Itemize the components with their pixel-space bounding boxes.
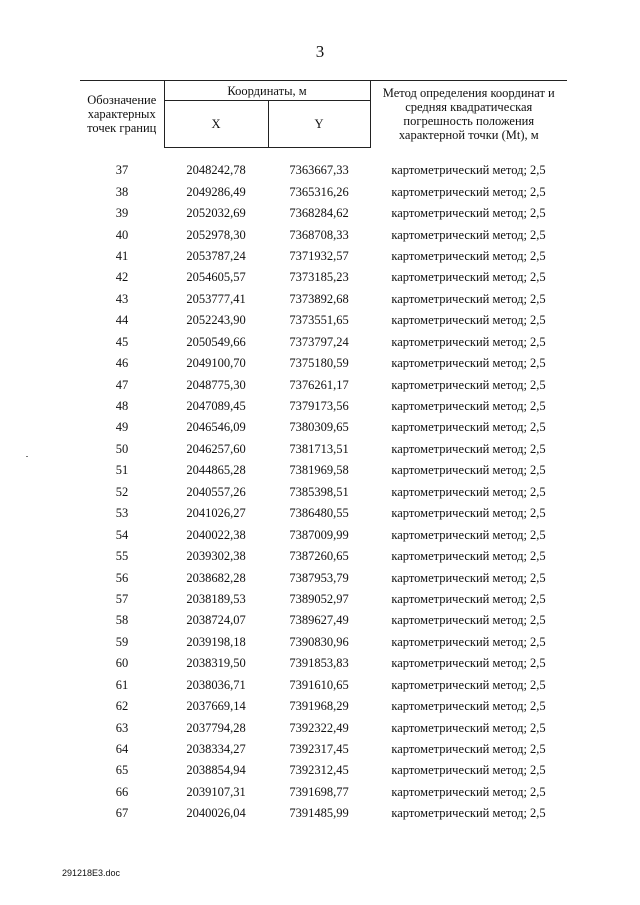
table-row: [80, 353, 567, 374]
table-row: [80, 760, 567, 781]
point-number: 56: [115, 570, 129, 585]
point-number: 52: [115, 484, 129, 499]
table-row: [80, 374, 567, 395]
point-number: 41: [115, 248, 129, 263]
coord-x: 2041026,27: [186, 506, 246, 521]
table-row: [80, 524, 567, 545]
table-row: [80, 267, 567, 288]
coord-y: 7373892,68: [289, 291, 349, 306]
coord-x: 2046257,60: [186, 441, 246, 456]
method-cell: картометрический метод; 2,5: [391, 248, 546, 263]
point-number: 43: [115, 291, 129, 306]
table-row: [80, 246, 567, 267]
coord-y: 7386480,55: [289, 506, 349, 521]
coord-y: 7391698,77: [289, 784, 349, 799]
point-number: 58: [115, 613, 129, 628]
coord-y: 7387953,79: [289, 570, 349, 585]
coord-y: 7389627,49: [289, 613, 349, 628]
coord-y: 7371932,57: [289, 248, 349, 263]
method-cell: картометрический метод; 2,5: [391, 549, 546, 564]
point-number: 54: [115, 527, 129, 542]
coord-x: 2044865,28: [186, 463, 246, 478]
coord-y: 7379173,56: [289, 399, 349, 414]
coord-x: 2038189,53: [186, 591, 246, 606]
coord-y: 7376261,17: [289, 377, 349, 392]
point-number: 45: [115, 334, 129, 349]
table-row: [80, 310, 567, 331]
point-number: 66: [115, 784, 129, 799]
point-number: 40: [115, 227, 129, 242]
coord-x: 2052032,69: [186, 206, 246, 221]
table-row: [80, 653, 567, 674]
scan-speck: [26, 456, 28, 457]
point-number: 38: [115, 184, 129, 199]
coord-y: 7363667,33: [289, 163, 349, 178]
coord-y: 7373551,65: [289, 313, 349, 328]
coord-x: 2053787,24: [186, 248, 246, 263]
coord-x: 2038319,50: [186, 656, 246, 671]
header-designation: Обозначение характерных точек границ: [80, 81, 164, 148]
method-cell: картометрический метод; 2,5: [391, 334, 546, 349]
coord-x: 2038854,94: [186, 763, 246, 778]
coord-x: 2039198,18: [186, 634, 246, 649]
header-x: X: [164, 101, 268, 148]
point-number: 62: [115, 699, 129, 714]
table-row: [80, 546, 567, 567]
coord-x: 2039302,38: [186, 549, 246, 564]
table-row: [80, 503, 567, 524]
coord-y: 7392312,45: [289, 763, 349, 778]
coordinates-table: [80, 80, 567, 825]
method-cell: картометрический метод; 2,5: [391, 313, 546, 328]
coord-y: 7375180,59: [289, 356, 349, 371]
method-cell: картометрический метод; 2,5: [391, 184, 546, 199]
table-row: [80, 610, 567, 631]
method-cell: картометрический метод; 2,5: [391, 570, 546, 585]
table-row: [80, 224, 567, 245]
header-coordinates: Координаты, м: [164, 81, 370, 101]
coord-x: 2054605,57: [186, 270, 246, 285]
method-cell: картометрический метод; 2,5: [391, 763, 546, 778]
coord-x: 2053777,41: [186, 291, 246, 306]
header-y: Y: [268, 101, 370, 148]
table-row: [80, 675, 567, 696]
method-cell: картометрический метод; 2,5: [391, 377, 546, 392]
point-number: 47: [115, 377, 129, 392]
table-row: [80, 739, 567, 760]
method-cell: картометрический метод; 2,5: [391, 463, 546, 478]
coord-x: 2039107,31: [186, 784, 246, 799]
coord-y: 7389052,97: [289, 591, 349, 606]
coord-y: 7368708,33: [289, 227, 349, 242]
point-number: 63: [115, 720, 129, 735]
point-number: 55: [115, 549, 129, 564]
table-row: [80, 332, 567, 353]
point-number: 61: [115, 677, 129, 692]
header-row: [80, 81, 567, 101]
table-row: [80, 803, 567, 824]
coord-y: 7368284,62: [289, 206, 349, 221]
point-number: 57: [115, 591, 129, 606]
method-cell: картометрический метод; 2,5: [391, 527, 546, 542]
coord-x: 2037794,28: [186, 720, 246, 735]
point-number: 48: [115, 399, 129, 414]
table-row: [80, 439, 567, 460]
point-number: 53: [115, 506, 129, 521]
coord-y: 7387009,99: [289, 527, 349, 542]
coord-y: 7391968,29: [289, 699, 349, 714]
table-row: [80, 203, 567, 224]
method-cell: картометрический метод; 2,5: [391, 656, 546, 671]
point-number: 46: [115, 356, 129, 371]
method-cell: картометрический метод; 2,5: [391, 270, 546, 285]
coord-x: 2038682,28: [186, 570, 246, 585]
point-number: 37: [115, 163, 129, 178]
table-row: [80, 289, 567, 310]
point-number: 59: [115, 634, 129, 649]
coord-x: 2047089,45: [186, 399, 246, 414]
method-cell: картометрический метод; 2,5: [391, 591, 546, 606]
coord-x: 2038036,71: [186, 677, 246, 692]
method-cell: картометрический метод; 2,5: [391, 506, 546, 521]
table-row: [80, 482, 567, 503]
method-cell: картометрический метод; 2,5: [391, 291, 546, 306]
coord-y: 7390830,96: [289, 634, 349, 649]
table-row: [80, 417, 567, 438]
point-number: 51: [115, 463, 129, 478]
coord-y: 7385398,51: [289, 484, 349, 499]
coord-x: 2038334,27: [186, 742, 246, 757]
point-number: 49: [115, 420, 129, 435]
file-name-footer: 291218E3.doc: [62, 868, 121, 878]
method-cell: картометрический метод; 2,5: [391, 634, 546, 649]
method-cell: картометрический метод; 2,5: [391, 484, 546, 499]
coord-y: 7380309,65: [289, 420, 349, 435]
header-spacer: [80, 148, 567, 161]
table-row: [80, 396, 567, 417]
page-number: 3: [315, 42, 325, 61]
method-cell: картометрический метод; 2,5: [391, 784, 546, 799]
coord-x: 2048775,30: [186, 377, 246, 392]
coord-y: 7373185,23: [289, 270, 349, 285]
coord-x: 2038724,07: [186, 613, 246, 628]
coord-y: 7381969,58: [289, 463, 349, 478]
coord-x: 2040026,04: [186, 806, 246, 821]
coord-x: 2048242,78: [186, 163, 246, 178]
point-number: 60: [115, 656, 129, 671]
coord-x: 2040022,38: [186, 527, 246, 542]
coord-x: 2052243,90: [186, 313, 246, 328]
coord-y: 7391853,83: [289, 656, 349, 671]
table-row: [80, 589, 567, 610]
coord-y: 7392322,49: [289, 720, 349, 735]
method-cell: картометрический метод; 2,5: [391, 206, 546, 221]
point-number: 50: [115, 441, 129, 456]
method-cell: картометрический метод; 2,5: [391, 227, 546, 242]
point-number: 42: [115, 270, 129, 285]
method-cell: картометрический метод; 2,5: [391, 399, 546, 414]
method-cell: картометрический метод; 2,5: [391, 720, 546, 735]
table-row: [80, 160, 567, 181]
coord-y: 7373797,24: [289, 334, 349, 349]
table-row: [80, 460, 567, 481]
point-number: 65: [115, 763, 129, 778]
point-number: 64: [115, 742, 129, 757]
method-cell: картометрический метод; 2,5: [391, 420, 546, 435]
point-number: 67: [115, 806, 129, 821]
coord-y: 7381713,51: [289, 441, 349, 456]
table-row: [80, 696, 567, 717]
method-cell: картометрический метод; 2,5: [391, 613, 546, 628]
method-cell: картометрический метод; 2,5: [391, 677, 546, 692]
header-method: Метод определения координат и средняя квадратическая погрешность положения характерной точки (Mt), м: [370, 81, 567, 148]
coord-x: 2050549,66: [186, 334, 246, 349]
method-cell: картометрический метод; 2,5: [391, 356, 546, 371]
coord-y: 7391485,99: [289, 806, 349, 821]
point-number: 44: [115, 313, 129, 328]
coord-x: 2037669,14: [186, 699, 246, 714]
coord-x: 2046546,09: [186, 420, 246, 435]
table-row: [80, 632, 567, 653]
method-cell: картометрический метод; 2,5: [391, 699, 546, 714]
coord-y: 7391610,65: [289, 677, 349, 692]
method-cell: картометрический метод; 2,5: [391, 742, 546, 757]
point-number: 39: [115, 206, 129, 221]
coord-y: 7365316,26: [289, 184, 349, 199]
method-cell: картометрический метод; 2,5: [391, 806, 546, 821]
table-row: [80, 567, 567, 588]
coord-x: 2052978,30: [186, 227, 246, 242]
coord-y: 7387260,65: [289, 549, 349, 564]
coord-x: 2040557,26: [186, 484, 246, 499]
table-row: [80, 782, 567, 803]
method-cell: картометрический метод; 2,5: [391, 441, 546, 456]
method-cell: картометрический метод; 2,5: [391, 163, 546, 178]
table-row: [80, 717, 567, 738]
coord-x: 2049286,49: [186, 184, 246, 199]
coord-x: 2049100,70: [186, 356, 246, 371]
table-row: [80, 181, 567, 202]
table-body: [80, 160, 567, 825]
coord-y: 7392317,45: [289, 742, 349, 757]
